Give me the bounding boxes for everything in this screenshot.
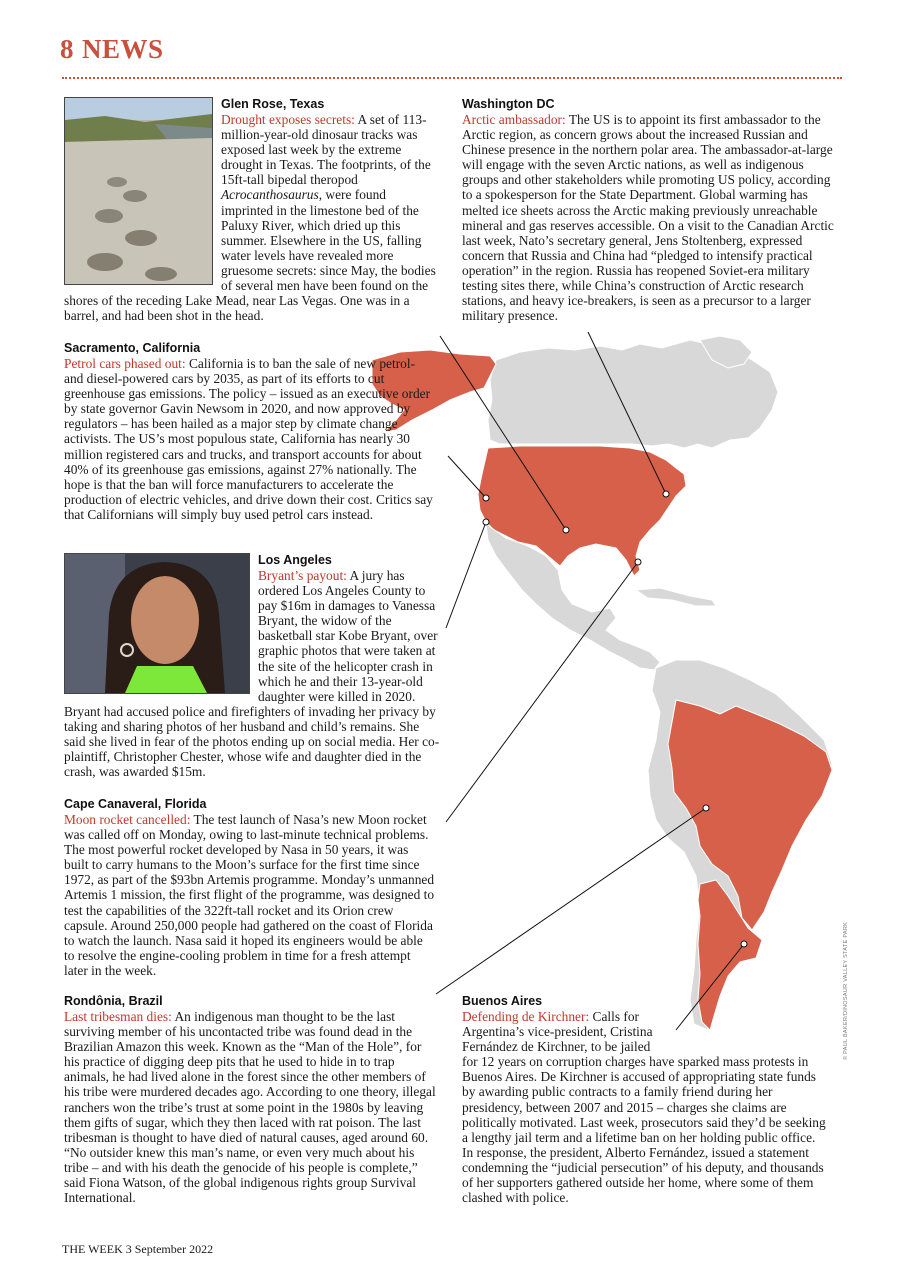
leader-los-angeles [446,522,486,628]
kicker-cape-canaveral: Moon rocket cancelled: [64,812,191,827]
body-los-angeles: A jury has ordered Los Angeles County to pay $16m in damages to Vanessa Bryant, the widow of the basketball star Kobe Bryant, over graphic photos that were taken at the site of the helicopter crash in which he and their 13-year-old daughter were killed in 2020. Bryant had accused police and firefighters of invading her privacy by taking and sharing photos of her husband and child’s remains. She said she lived in fear of the photos ending up on social media. Her co-plaintiff, Christopher Chester, whose wife and daughter died in the crash, was awarded $15m. [64,568,440,780]
body2-glen-rose: , were found imprinted in the limestone bed of the Paluxy River, which dried up this summer. Elsewhere in the US, falling water levels have revealed more gruesome secrets: since May, the bodies of several men have been found on the shores of the receding Lake Mead, near Las Vegas. One was in a barrel, and had been shot in the head. [64,187,436,324]
section-title: NEWS [82,34,164,64]
body-glen-rose: A set of 113-million-year-old dinosaur tracks was exposed last week by the extreme drought in Texas. The footprints, of the 15ft-tall bipedal theropod [221,112,431,188]
kicker-buenos-aires: Defending de Kirchner: [462,1009,590,1024]
place-sacramento: Sacramento, California [64,341,201,355]
body-buenos-aires: Calls for Argentina’s vice-president, Cristina Fernández de Kirchner, to be jailed for 12 years on corruption charges have sparked mass protests in Buenos Aires. De Kirchner is accused of appropriating state funds by awarding public contracts to a family friend during her presidency, between 2007 and 2015 – charges she claims are politically motivated. Last week, prosecutors said they’d be seeking a lengthy jail term and a lifetime ban on her holding public office. In response, the president, Alberto Fernández, issued a statement condemning the “judicial persecution” of his deputy, and thousands of her supporters gathered outside her home, where some of them clashed with police. [462,1009,826,1206]
story-glen-rose [64,97,436,323]
kicker-los-angeles: Bryant’s payout: [258,568,347,583]
vanessa-bryant-photo [64,553,250,694]
dot-washington [663,491,669,497]
place-washington: Washington DC [462,97,555,111]
dot-los-angeles [483,519,489,525]
dot-glen-rose [563,527,569,533]
story-los-angeles [64,553,442,779]
place-rondonia: Rondônia, Brazil [64,994,163,1008]
dot-cape-canaveral [635,559,641,565]
story-buenos-aires [462,994,828,1205]
dinosaur-tracks-photo [64,97,213,285]
body-cape-canaveral: The test launch of Nasa’s new Moon rocket was called off on Monday, owing to last-minute technical problems. The most powerful rocket developed by Nasa in 50 years, it was built to carry humans to the Moon’s surface for the first time since 1972, as part of the $93bn Artemis programme. Monday’s unmanned Artemis 1 mission, the first flight of the programme, was designed to test the capabilities of the 322ft-tall rocket and its Orion crew capsule. Around 250,000 people had gathered on the coast of Florida to watch the launch. Nasa said it hoped its engineers would be able to resolve the engine-cooling problem in time for a fresh attempt later in the week. [64,812,435,978]
text-wrap-spacer [658,994,828,1054]
italic-glen-rose: Acrocanthosaurus [221,187,319,203]
body-washington: The US is to appoint its first ambassador to the Arctic region, as concern grows about the increased Russian and Chinese presence in the northern polar area. The ambassador-at-large will engage with the seven Arctic nations, as well as indigenous groups and other stakeholders while promoting US policy, according to a spokesperson for the State Department. Global warming has melted ice sheets across the Arctic making previously unreachable mineral and gas reserves accessible. On a visit to the Canadian Arctic last week, Nato’s secretary general, Jens Stoltenberg, expressed concern that Russia and China had “pledged to intensify practical operation” in the region. Russia has reopened Soviet-era military testing sites there, while China’s construction of Arctic research stations, and heavy ice-breakers, is seen as a precursor to a larger military presence. [462,112,834,324]
leader-rondonia [436,808,706,994]
place-glen-rose: Glen Rose, Texas [221,97,325,111]
place-cape-canaveral: Cape Canaveral, Florida [64,797,207,811]
story-cape-canaveral [64,797,436,978]
photo-credit: © PAUL BAKER/DINOSAUR VALLEY STATE PARK [843,921,849,1060]
leader-sacramento [448,456,486,498]
map-caribbean [636,588,716,606]
portrait-image [65,554,249,693]
kicker-sacramento: Petrol cars phased out: [64,356,186,371]
place-buenos-aires: Buenos Aires [462,994,543,1008]
page-header [60,34,164,65]
story-sacramento [64,341,436,522]
dot-rondonia [703,805,709,811]
story-washington [462,97,842,323]
kicker-rondonia: Last tribesman dies: [64,1009,172,1024]
story-rondonia [64,994,440,1205]
dot-sacramento [483,495,489,501]
dot-buenos-aires [741,941,747,947]
header-divider [62,77,842,79]
dinosaur-tracks-image [65,98,212,284]
kicker-washington: Arctic ambassador: [462,112,566,127]
body-sacramento: California is to ban the sale of new petrol- and diesel-powered cars by 2035, as part of its efforts to cut greenhouse gas emissions. The policy – issued as an executive order by state governor Gavin Newsom in 2020, and now approved by regulators – has been hailed as a major step by climate change activists. The US’s most populous state, California has nearly 30 million registered cars and trucks, and transport accounts for about 40% of its greenhouse gas emissions, against 27% nationally. The hope is that the ban will force manufacturers to accelerate the production of electric vehicles, and drive down their cost. Critics say that Californians will simply buy used petrol cars instead. [64,356,433,522]
place-los-angeles: Los Angeles [258,553,332,567]
body-rondonia: An indigenous man thought to be the last surviving member of his uncontacted tribe was found dead in the Brazilian Amazon this week. Known as the “Man of the Hole”, for his practice of digging deep pits that he used to hide in to trap animals, he had lived alone in the forest since the other members of his tribe were murdered decades ago. According to one theory, illegal ranchers won the tribe’s trust at some point in the 1980s by leaving them gifts of sugar, which they then laced with rat poison. The last tribesman is thought to have died of natural causes, aged around 60. “No outsider knew this man’s name, or even very much about his tribe – and with his death the genocide of his people is complete,” said Fiona Watson, of the global indigenous rights group Survival International. [64,1009,436,1206]
page-number: 8 [60,34,74,64]
kicker-glen-rose: Drought exposes secrets: [221,112,355,127]
page-footer: THE WEEK 3 September 2022 [62,1242,214,1256]
